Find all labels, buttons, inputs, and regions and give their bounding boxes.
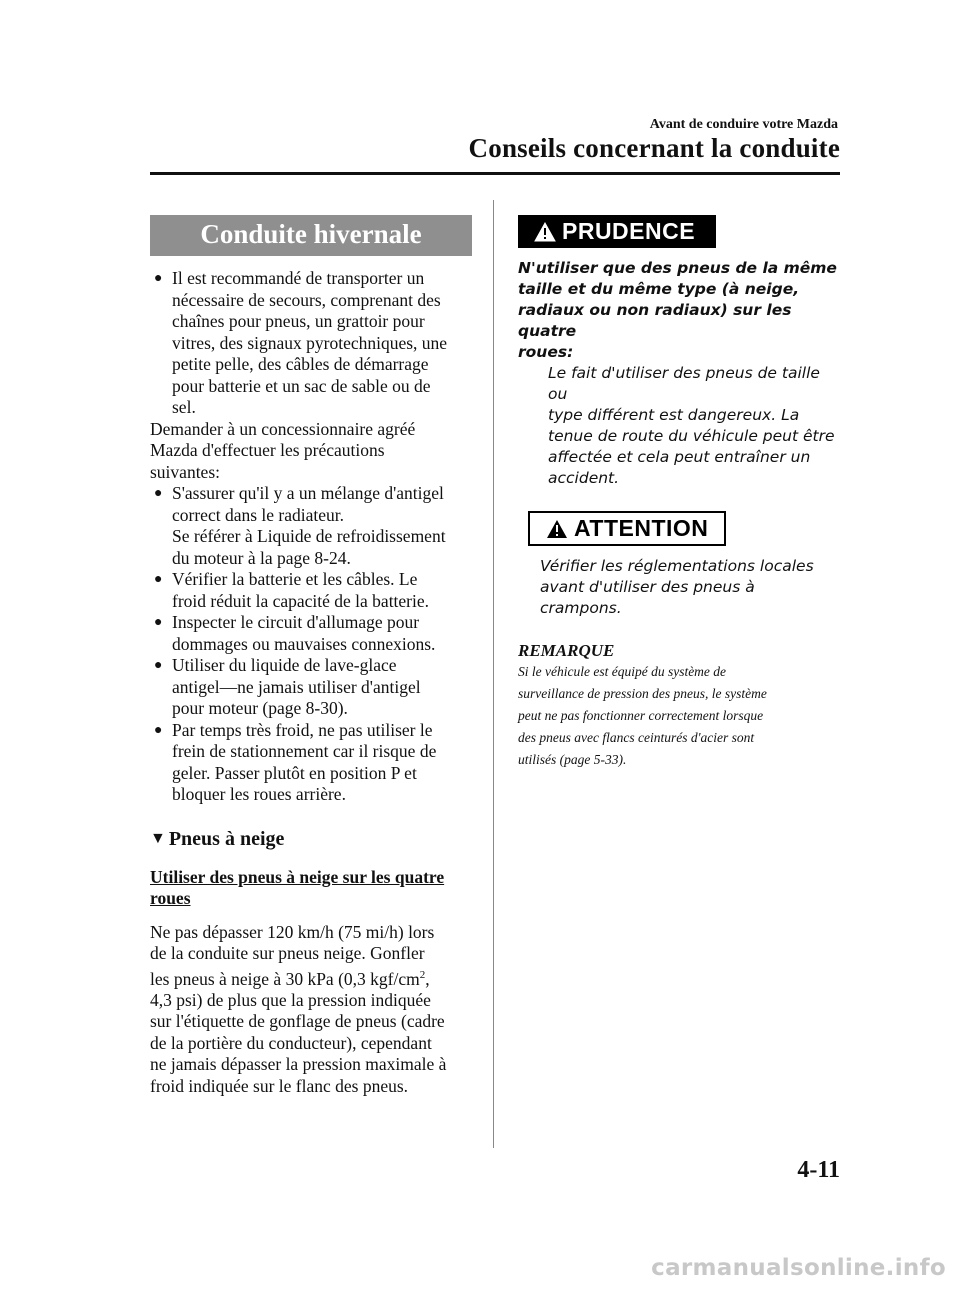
triangle-down-icon: ▼ bbox=[150, 830, 166, 847]
bullet-icon: ● bbox=[154, 615, 163, 630]
bullet-icon: ● bbox=[154, 271, 163, 286]
bullet-icon: ● bbox=[154, 722, 163, 738]
list-item: ● Inspecter le circuit d'allumage pour dommages ou mauvaises connexions. bbox=[154, 612, 436, 654]
list-item: ● Utiliser du liquide de lave-glace antigel―ne jamais utiliser d'antigel pour moteur (page 8-30). bbox=[154, 655, 421, 718]
intro-bullet-list bbox=[150, 268, 472, 419]
warning-icon bbox=[546, 519, 568, 539]
warning-icon bbox=[534, 222, 556, 242]
header-rule bbox=[150, 172, 840, 175]
bullet-icon: ● bbox=[154, 572, 163, 587]
prudence-detail: Le fait d'utiliser des pneus de taille ou type différent est dangereux. La tenue de route du véhicule peut être affectée et cela peut entraîner un accident. bbox=[548, 364, 835, 487]
list-item: ● Il est recommandé de transporter un nécessaire de secours, comprenant des chaînes pour pneus, un grattoir pour vitres, des signaux pyrotechniques, une petite pelle, des câbles de démarrage pour batterie et un sac de sable ou de sel. bbox=[154, 268, 448, 417]
page-number: 4-11 bbox=[797, 1157, 840, 1183]
dealer-paragraph: Demander à un concessionnaire agréé Mazda d'effectuer les précautions suivantes: bbox=[150, 418, 416, 482]
underlined-heading: Utiliser des pneus à neige sur les quatre roues bbox=[150, 866, 445, 908]
list-item: ● Par temps très froid, ne pas utiliser le frein de stationnement car il risque de geler. Passer plutôt en position P et bloquer les roues arrière. bbox=[154, 719, 437, 804]
bullet-icon: ● bbox=[154, 486, 163, 501]
list-item: ● Vérifier la batterie et les câbles. Le froid réduit la capacité de la batterie. bbox=[154, 569, 430, 611]
prudence-lead: N'utiliser que des pneus de la même taille et du même type (à neige, radiaux ou non radiaux) sur les quatre roues: bbox=[518, 259, 837, 361]
right-column bbox=[518, 215, 840, 771]
prudence-badge: PRUDENCE bbox=[518, 215, 716, 248]
remark-text: Si le véhicule est équipé du système de surveillance de pression des pneus, le système peut ne pas fonctionner correctement lorsque des pneus avec flancs ceinturés d'acier sont utilisés (page 5-33). bbox=[518, 664, 767, 767]
list-item: ● S'assurer qu'il y a un mélange d'antigel correct dans le radiateur. Se référer à Liquide de refroidissement du moteur à la page 8-24. bbox=[154, 483, 446, 568]
snow-tire-paragraph: Ne pas dépasser 120 km/h (75 mi/h) lors de la conduite sur pneus neige. Gonfler les pneus à neige à 30 kPa (0,3 kgf/$cm^2$, 4,3 psi) de plus que la pression indiquée sur l'étiquette de gonflage de pneus (cadre de la portière du conducteur), cependant ne jamais dépasser la pression maximale à froid indiquée sur le flanc des pneus. bbox=[150, 921, 447, 1096]
section-title: Conseils concernant la conduite bbox=[468, 133, 840, 163]
section-banner: Conduite hivernale bbox=[150, 215, 472, 256]
subsection-heading: ▼ Pneus à neige bbox=[150, 827, 285, 850]
column-divider bbox=[493, 200, 494, 1148]
attention-text: Vérifier les réglementations locales avant d'utiliser des pneus à crampons. bbox=[540, 557, 814, 617]
remark-title: REMARQUE bbox=[518, 641, 615, 660]
attention-badge: ATTENTION bbox=[528, 511, 726, 546]
precautions-list bbox=[150, 483, 472, 806]
attention-block bbox=[518, 511, 840, 619]
watermark-link[interactable]: carmanualsonline.info bbox=[651, 1255, 946, 1281]
chapter-title: Avant de conduire votre Mazda bbox=[649, 117, 838, 132]
left-column bbox=[150, 215, 472, 1097]
bullet-icon: ● bbox=[154, 658, 163, 673]
